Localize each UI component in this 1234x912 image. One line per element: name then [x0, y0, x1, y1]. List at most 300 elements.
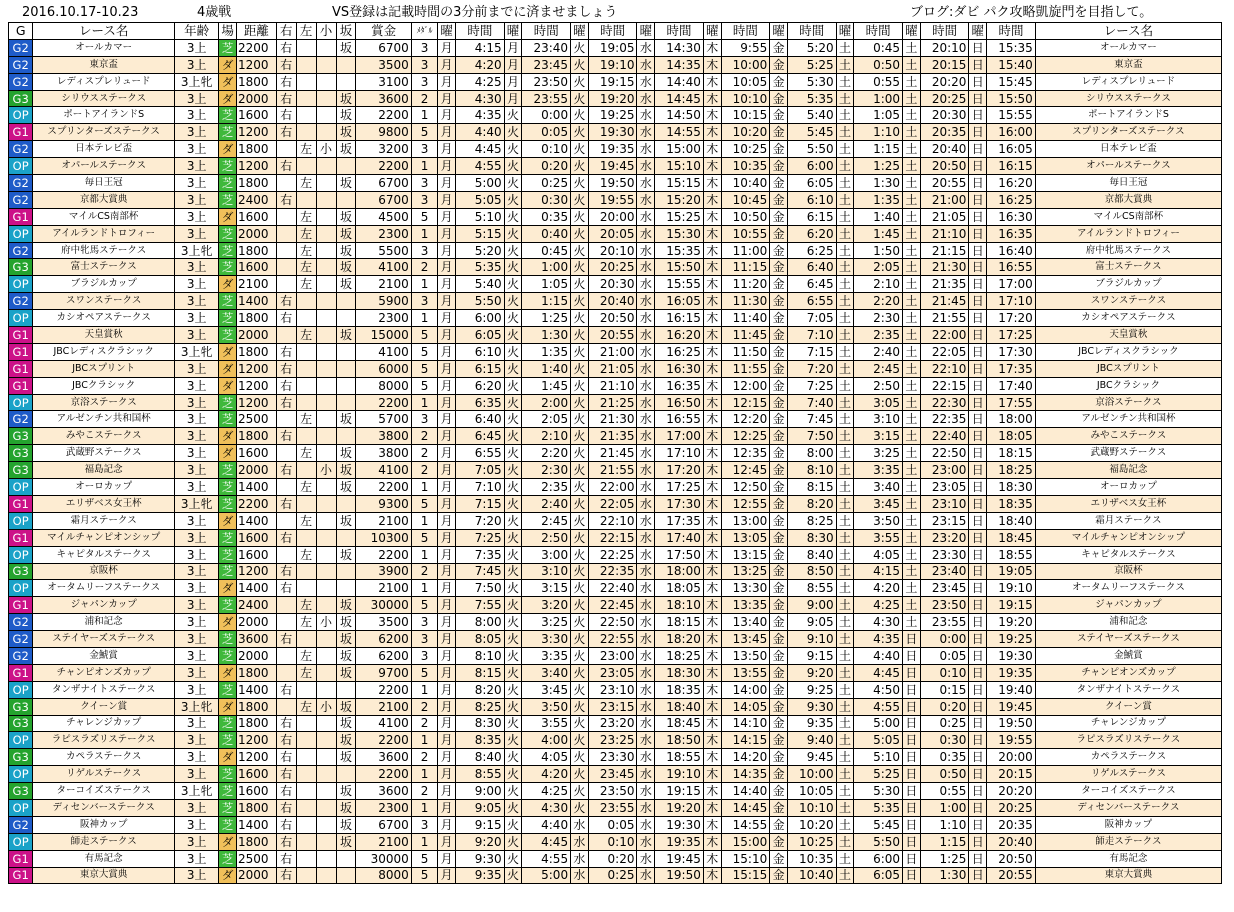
column-header: 曜 — [438, 23, 456, 40]
prize-cell: 2100 — [356, 276, 411, 293]
distance-cell: 1800 — [236, 664, 276, 681]
left-turn-cell: 左 — [296, 479, 316, 496]
time-cell: 22:45 — [588, 597, 637, 614]
grade-cell: G2 — [9, 73, 33, 90]
time-cell: 14:35 — [721, 766, 770, 783]
weekday-cell: 火 — [504, 445, 522, 462]
time-cell: 18:40 — [655, 698, 704, 715]
time-cell: 11:40 — [721, 310, 770, 327]
race-name-right-cell: 京浴ステークス — [1035, 394, 1221, 411]
time-cell: 16:30 — [987, 208, 1036, 225]
weekday-cell: 水 — [637, 175, 655, 192]
time-cell: 4:45 — [456, 141, 505, 158]
weekday-cell: 月 — [438, 715, 456, 732]
age-cell: 3上 — [175, 462, 219, 479]
weekday-cell: 火 — [504, 580, 522, 597]
weekday-cell: 月 — [438, 698, 456, 715]
weekday-cell: 金 — [770, 225, 788, 242]
prize-cell: 6000 — [356, 360, 411, 377]
race-name-cell: 師走ステークス — [33, 833, 175, 850]
time-cell: 8:15 — [787, 479, 836, 496]
race-name-right-cell: キャピタルステークス — [1035, 546, 1221, 563]
age-cell: 3上 — [175, 597, 219, 614]
weekday-cell: 日 — [903, 698, 921, 715]
surface-cell: 芝 — [219, 293, 237, 310]
weekday-cell: 水 — [637, 495, 655, 512]
surface-cell: ダ — [219, 90, 237, 107]
time-cell: 18:15 — [987, 445, 1036, 462]
time-cell: 2:10 — [522, 428, 571, 445]
weekday-cell: 水 — [637, 208, 655, 225]
column-header: 年齢 — [175, 23, 219, 40]
distance-cell: 1200 — [236, 56, 276, 73]
weekday-cell: 火 — [571, 479, 589, 496]
column-header: ﾒﾀﾞﾙ — [411, 23, 438, 40]
weekday-cell: 日 — [903, 732, 921, 749]
race-name-right-cell: レディスプレリュード — [1035, 73, 1221, 90]
right-turn-cell — [276, 276, 296, 293]
small-track-cell — [316, 597, 336, 614]
surface-cell: 芝 — [219, 310, 237, 327]
time-cell: 19:45 — [987, 698, 1036, 715]
grade-cell: G1 — [9, 495, 33, 512]
weekday-cell: 日 — [969, 175, 987, 192]
time-cell: 10:20 — [787, 816, 836, 833]
left-turn-cell: 左 — [296, 175, 316, 192]
grade-cell: G2 — [9, 293, 33, 310]
distance-cell: 1600 — [236, 445, 276, 462]
right-turn-cell: 右 — [276, 563, 296, 580]
surface-cell: 芝 — [219, 327, 237, 344]
weekday-cell: 日 — [969, 512, 987, 529]
surface-cell: 芝 — [219, 259, 237, 276]
weekday-cell: 火 — [504, 124, 522, 141]
weekday-cell: 水 — [637, 664, 655, 681]
time-cell: 4:20 — [854, 580, 903, 597]
slope-cell — [336, 850, 356, 867]
weekday-cell: 月 — [504, 90, 522, 107]
prize-cell: 2200 — [356, 546, 411, 563]
time-cell: 15:35 — [655, 242, 704, 259]
time-cell: 19:20 — [588, 90, 637, 107]
weekday-cell: 火 — [571, 664, 589, 681]
time-cell: 9:35 — [456, 867, 505, 884]
time-cell: 15:00 — [655, 141, 704, 158]
weekday-cell: 火 — [571, 411, 589, 428]
weekday-cell: 木 — [703, 816, 721, 833]
grade-cell: G1 — [9, 850, 33, 867]
prize-cell: 4100 — [356, 259, 411, 276]
race-name-right-cell: ステイヤーズステークス — [1035, 631, 1221, 648]
medal-cell: 1 — [411, 580, 438, 597]
weekday-cell: 木 — [703, 614, 721, 631]
weekday-cell: 月 — [438, 107, 456, 124]
small-track-cell — [316, 73, 336, 90]
grade-cell: G3 — [9, 445, 33, 462]
weekday-cell: 火 — [504, 529, 522, 546]
weekday-cell: 火 — [504, 225, 522, 242]
age-cell: 3上 — [175, 512, 219, 529]
weekday-cell: 火 — [571, 512, 589, 529]
left-turn-cell — [296, 56, 316, 73]
weekday-cell: 月 — [438, 867, 456, 884]
time-cell: 22:50 — [588, 614, 637, 631]
weekday-cell: 水 — [637, 681, 655, 698]
time-cell: 15:55 — [655, 276, 704, 293]
time-cell: 21:00 — [920, 191, 969, 208]
time-cell: 20:20 — [987, 783, 1036, 800]
weekday-cell: 木 — [703, 479, 721, 496]
time-cell: 20:05 — [588, 225, 637, 242]
race-name-right-cell: アイルランドトロフィー — [1035, 225, 1221, 242]
time-cell: 16:25 — [655, 343, 704, 360]
time-cell: 2:35 — [854, 327, 903, 344]
medal-cell: 3 — [411, 647, 438, 664]
weekday-cell: 土 — [836, 799, 854, 816]
time-cell: 14:55 — [655, 124, 704, 141]
race-name-right-cell: 日本テレビ盃 — [1035, 141, 1221, 158]
column-header: 坂 — [336, 23, 356, 40]
weekday-cell: 土 — [836, 445, 854, 462]
medal-cell: 2 — [411, 462, 438, 479]
time-cell: 10:55 — [721, 225, 770, 242]
time-cell: 22:00 — [920, 327, 969, 344]
race-name-right-cell: 東京盃 — [1035, 56, 1221, 73]
surface-cell: ダ — [219, 141, 237, 158]
grade-cell: G1 — [9, 664, 33, 681]
weekday-cell: 月 — [504, 73, 522, 90]
weekday-cell: 火 — [504, 428, 522, 445]
slope-cell: 坂 — [336, 749, 356, 766]
weekday-cell: 木 — [703, 327, 721, 344]
left-turn-cell — [296, 766, 316, 783]
time-cell: 17:20 — [987, 310, 1036, 327]
weekday-cell: 木 — [703, 276, 721, 293]
weekday-cell: 水 — [637, 259, 655, 276]
right-turn-cell: 右 — [276, 732, 296, 749]
time-cell: 0:30 — [920, 732, 969, 749]
weekday-cell: 日 — [969, 360, 987, 377]
time-cell: 6:00 — [787, 158, 836, 175]
small-track-cell — [316, 411, 336, 428]
race-name-cell: スプリンターズステークス — [33, 124, 175, 141]
time-cell: 4:55 — [456, 158, 505, 175]
left-turn-cell — [296, 90, 316, 107]
medal-cell: 2 — [411, 563, 438, 580]
grade-cell: G1 — [9, 597, 33, 614]
time-cell: 15:10 — [721, 850, 770, 867]
slope-cell: 坂 — [336, 783, 356, 800]
registration-note: VS登録は記載時間の3分前までに済ませましょう — [332, 5, 618, 20]
time-cell: 16:30 — [655, 360, 704, 377]
weekday-cell: 木 — [703, 141, 721, 158]
time-cell: 18:35 — [987, 495, 1036, 512]
weekday-cell: 火 — [571, 73, 589, 90]
time-cell: 19:30 — [588, 124, 637, 141]
weekday-cell: 土 — [836, 56, 854, 73]
right-turn-cell — [276, 141, 296, 158]
weekday-cell: 木 — [703, 799, 721, 816]
time-cell: 19:20 — [655, 799, 704, 816]
time-cell: 7:45 — [456, 563, 505, 580]
prize-cell: 3100 — [356, 73, 411, 90]
time-cell: 2:20 — [522, 445, 571, 462]
right-turn-cell — [276, 208, 296, 225]
weekday-cell: 月 — [438, 158, 456, 175]
weekday-cell: 火 — [571, 259, 589, 276]
weekday-cell: 水 — [637, 276, 655, 293]
distance-cell: 1400 — [236, 479, 276, 496]
time-cell: 15:45 — [987, 73, 1036, 90]
weekday-cell: 火 — [571, 343, 589, 360]
race-row — [9, 580, 1222, 597]
weekday-cell: 土 — [836, 242, 854, 259]
slope-cell: 坂 — [336, 242, 356, 259]
weekday-cell: 水 — [637, 90, 655, 107]
distance-cell: 2000 — [236, 462, 276, 479]
column-header: 曜 — [637, 23, 655, 40]
weekday-cell: 日 — [969, 276, 987, 293]
weekday-cell: 火 — [504, 276, 522, 293]
prize-cell: 30000 — [356, 850, 411, 867]
race-name-cell: チャンピオンズカップ — [33, 664, 175, 681]
weekday-cell: 火 — [571, 462, 589, 479]
weekday-cell: 火 — [571, 529, 589, 546]
time-cell: 2:10 — [854, 276, 903, 293]
race-name-cell: 富士ステークス — [33, 259, 175, 276]
medal-cell: 2 — [411, 698, 438, 715]
time-cell: 23:25 — [588, 732, 637, 749]
column-header: 賞金 — [356, 23, 411, 40]
time-cell: 0:25 — [588, 867, 637, 884]
medal-cell: 3 — [411, 73, 438, 90]
weekday-cell: 土 — [903, 191, 921, 208]
surface-cell: 芝 — [219, 479, 237, 496]
weekday-cell: 土 — [836, 462, 854, 479]
weekday-cell: 金 — [770, 343, 788, 360]
prize-cell: 6200 — [356, 647, 411, 664]
left-turn-cell: 左 — [296, 141, 316, 158]
weekday-cell: 木 — [703, 850, 721, 867]
time-cell: 8:40 — [787, 546, 836, 563]
surface-cell: ダ — [219, 749, 237, 766]
surface-cell: 芝 — [219, 124, 237, 141]
time-cell: 1:30 — [920, 867, 969, 884]
time-cell: 11:30 — [721, 293, 770, 310]
race-row — [9, 259, 1222, 276]
age-cell: 3上牝 — [175, 783, 219, 800]
time-cell: 0:10 — [920, 664, 969, 681]
distance-cell: 2000 — [236, 647, 276, 664]
time-cell: 19:20 — [987, 614, 1036, 631]
time-cell: 22:40 — [588, 580, 637, 597]
time-cell: 20:35 — [920, 124, 969, 141]
weekday-cell: 水 — [637, 56, 655, 73]
right-turn-cell — [276, 647, 296, 664]
time-cell: 3:45 — [522, 681, 571, 698]
race-name-right-cell: シリウスステークス — [1035, 90, 1221, 107]
race-row — [9, 445, 1222, 462]
distance-cell: 2200 — [236, 495, 276, 512]
age-cell: 3上 — [175, 580, 219, 597]
small-track-cell — [316, 631, 336, 648]
right-turn-cell: 右 — [276, 360, 296, 377]
weekday-cell: 土 — [836, 783, 854, 800]
prize-cell: 2100 — [356, 512, 411, 529]
prize-cell: 3800 — [356, 428, 411, 445]
time-cell: 0:35 — [920, 749, 969, 766]
time-cell: 7:50 — [787, 428, 836, 445]
weekday-cell: 日 — [969, 833, 987, 850]
time-cell: 9:15 — [456, 816, 505, 833]
weekday-cell: 火 — [571, 360, 589, 377]
weekday-cell: 月 — [438, 310, 456, 327]
weekday-cell: 木 — [703, 833, 721, 850]
small-track-cell — [316, 766, 336, 783]
time-cell: 21:15 — [920, 242, 969, 259]
time-cell: 18:05 — [987, 428, 1036, 445]
weekday-cell: 金 — [770, 479, 788, 496]
surface-cell: ダ — [219, 833, 237, 850]
time-cell: 9:05 — [787, 614, 836, 631]
race-name-cell: ターコイズステークス — [33, 783, 175, 800]
weekday-cell: 月 — [438, 816, 456, 833]
weekday-cell: 火 — [571, 191, 589, 208]
age-cell: 3上 — [175, 191, 219, 208]
distance-cell: 1800 — [236, 428, 276, 445]
surface-cell: ダ — [219, 698, 237, 715]
prize-cell: 2300 — [356, 310, 411, 327]
race-name-cell: アイルランドトロフィー — [33, 225, 175, 242]
surface-cell: 芝 — [219, 225, 237, 242]
right-turn-cell: 右 — [276, 428, 296, 445]
prize-cell: 2100 — [356, 580, 411, 597]
small-track-cell — [316, 225, 336, 242]
time-cell: 16:55 — [987, 259, 1036, 276]
prize-cell: 2200 — [356, 479, 411, 496]
weekday-cell: 火 — [571, 327, 589, 344]
race-row — [9, 783, 1222, 800]
prize-cell: 2200 — [356, 158, 411, 175]
time-cell: 15:25 — [655, 208, 704, 225]
grade-cell: OP — [9, 276, 33, 293]
race-name-right-cell: 天皇賞秋 — [1035, 327, 1221, 344]
small-track-cell — [316, 563, 336, 580]
weekday-cell: 日 — [969, 56, 987, 73]
time-cell: 23:50 — [588, 783, 637, 800]
distance-cell: 2400 — [236, 597, 276, 614]
weekday-cell: 土 — [903, 141, 921, 158]
weekday-cell: 火 — [504, 377, 522, 394]
column-header: レース名 — [33, 23, 175, 40]
race-name-right-cell: チャレンジカップ — [1035, 715, 1221, 732]
weekday-cell: 木 — [703, 39, 721, 56]
time-cell: 21:00 — [588, 343, 637, 360]
race-name-right-cell: 浦和記念 — [1035, 614, 1221, 631]
surface-cell: ダ — [219, 343, 237, 360]
race-name-right-cell: カペラステークス — [1035, 749, 1221, 766]
time-cell: 18:00 — [655, 563, 704, 580]
race-row — [9, 327, 1222, 344]
weekday-cell: 火 — [504, 816, 522, 833]
slope-cell — [336, 293, 356, 310]
weekday-cell: 日 — [969, 124, 987, 141]
prize-cell: 15000 — [356, 327, 411, 344]
weekday-cell: 金 — [770, 833, 788, 850]
time-cell: 5:05 — [854, 732, 903, 749]
race-name-right-cell: 府中牝馬ステークス — [1035, 242, 1221, 259]
prize-cell: 9300 — [356, 495, 411, 512]
grade-cell: G3 — [9, 715, 33, 732]
distance-cell: 2200 — [236, 39, 276, 56]
weekday-cell: 金 — [770, 360, 788, 377]
race-row — [9, 158, 1222, 175]
time-cell: 6:00 — [854, 850, 903, 867]
distance-cell: 1800 — [236, 833, 276, 850]
grade-cell: G1 — [9, 124, 33, 141]
distance-cell: 2000 — [236, 225, 276, 242]
weekday-cell: 金 — [770, 175, 788, 192]
medal-cell: 1 — [411, 766, 438, 783]
time-cell: 19:25 — [588, 107, 637, 124]
weekday-cell: 火 — [571, 580, 589, 597]
weekday-cell: 土 — [903, 73, 921, 90]
grade-cell: OP — [9, 681, 33, 698]
right-turn-cell: 右 — [276, 749, 296, 766]
time-cell: 6:15 — [787, 208, 836, 225]
weekday-cell: 水 — [637, 715, 655, 732]
left-turn-cell — [296, 799, 316, 816]
race-name-right-cell: オーロカップ — [1035, 479, 1221, 496]
weekday-cell: 木 — [703, 698, 721, 715]
prize-cell: 8000 — [356, 377, 411, 394]
race-name-right-cell: ターコイズステークス — [1035, 783, 1221, 800]
time-cell: 9:55 — [721, 39, 770, 56]
weekday-cell: 土 — [836, 360, 854, 377]
weekday-cell: 土 — [836, 428, 854, 445]
time-cell: 12:45 — [721, 462, 770, 479]
slope-cell: 坂 — [336, 631, 356, 648]
time-cell: 22:15 — [588, 529, 637, 546]
weekday-cell: 土 — [903, 360, 921, 377]
time-cell: 14:00 — [721, 681, 770, 698]
weekday-cell: 火 — [571, 766, 589, 783]
time-cell: 20:50 — [987, 850, 1036, 867]
time-cell: 8:50 — [787, 563, 836, 580]
weekday-cell: 火 — [504, 343, 522, 360]
weekday-cell: 水 — [637, 614, 655, 631]
weekday-cell: 月 — [438, 664, 456, 681]
time-cell: 7:05 — [787, 310, 836, 327]
time-cell: 8:20 — [456, 681, 505, 698]
weekday-cell: 金 — [770, 816, 788, 833]
medal-cell: 3 — [411, 614, 438, 631]
time-cell: 10:05 — [787, 783, 836, 800]
time-cell: 20:10 — [920, 39, 969, 56]
race-name-right-cell: リゲルステークス — [1035, 766, 1221, 783]
weekday-cell: 土 — [903, 462, 921, 479]
left-turn-cell — [296, 394, 316, 411]
time-cell: 16:55 — [655, 411, 704, 428]
weekday-cell: 火 — [571, 158, 589, 175]
time-cell: 20:55 — [987, 867, 1036, 884]
small-track-cell — [316, 445, 336, 462]
weekday-cell: 月 — [438, 73, 456, 90]
time-cell: 13:25 — [721, 563, 770, 580]
time-cell: 21:55 — [588, 462, 637, 479]
weekday-cell: 月 — [438, 850, 456, 867]
grade-cell: G1 — [9, 529, 33, 546]
